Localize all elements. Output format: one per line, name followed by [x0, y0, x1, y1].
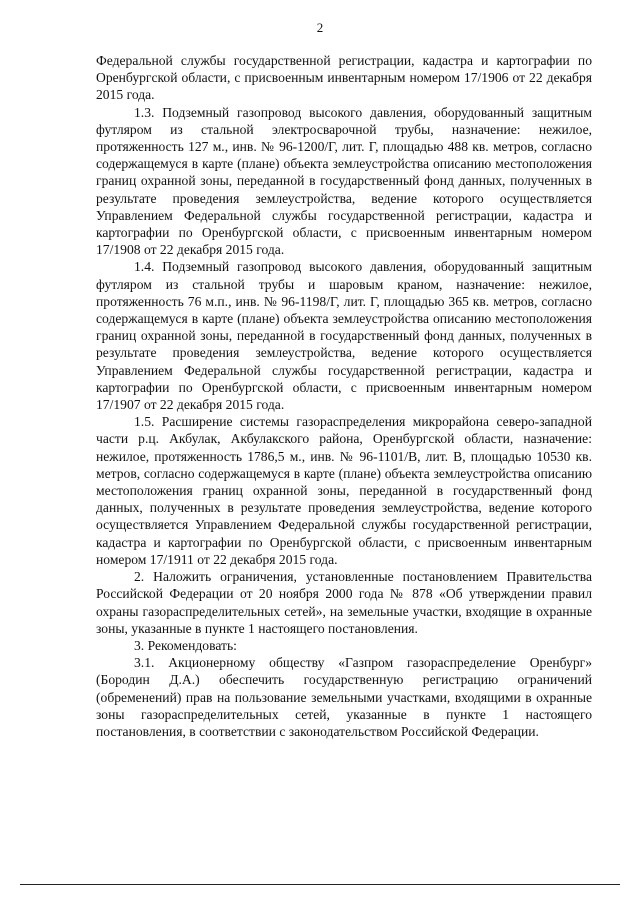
page-number: 2 [316, 20, 324, 35]
paragraph-2: 2. Наложить ограничения, установленные постановлением Правительства Российской Федерации от 20 ноября 2000 года № 878 «Об утверждении правил охраны газораспределительных сетей», на земельные участки, входящие в охранные зоны, указанные в пункте 1 настоящего постановления. [96, 569, 592, 636]
paragraph-1-3: 1.3. Подземный газопровод высокого давления, оборудованный защитным футляром из стальной электросварочной трубы, назначение: нежилое, протяженность 127 м., инв. № 96-1200/Г, лит. Г, площадью 488 кв. метров, согласно содержащемуся в карте (плане) объекта землеустройства описанию местоположения границ охранной зоны, переданной в государственный фонд данных, полученных в результате проведения землеустройства, ведение которого осуществляется Управлением Федеральной службы государственной регистрации, кадастра и картографии по Оренбургской области, с присвоенным инвентарным номером 17/1908 от 22 декабря 2015 года. [96, 104, 592, 258]
paragraph-3: 3. Рекомендовать: [134, 637, 237, 653]
document-body [96, 52, 592, 740]
paragraph-continuation: Федеральной службы государственной регистрации, кадастра и картографии по Оренбургской области, с присвоенным инвентарным номером 17/1906 от 22 декабря 2015 года. [96, 53, 592, 103]
paragraph-3-1: 3.1. Акционерному обществу «Газпром газораспределение Оренбург» (Бородин Д.А.) обеспечить государственную регистрацию ограничений (обременений) прав на пользование земельными участками, входящими в охранные зоны газораспределительных сетей, указанные в пункте 1 настоящего постановления, в соответствии с законодательством Российской Федерации. [96, 655, 592, 739]
paragraph-1-5: 1.5. Расширение системы газораспределения микрорайона северо-западной части р.ц. Акбулак, Акбулакского района, Оренбургской области, назначение: нежилое, протяженность 1786,5 м., инв. № 96-1101/В, лит. В, площадью 10530 кв. метров, согласно содержащемуся в карте (плане) объекта землеустройства описанию местоположения границ охранной зоны, переданной в государственный фонд данных, полученных в результате проведения землеустройства, ведение которого осуществляется Управлением Федеральной службы государственной регистрации, кадастра и картографии по Оренбургской области, с присвоенным инвентарным номером 17/1911 от 22 декабря 2015 года. [96, 414, 592, 567]
paragraph-1-4: 1.4. Подземный газопровод высокого давления, оборудованный защитным футляром из стальной трубы и шаровым краном, назначение: нежилое, протяженность 76 м.п., инв. № 96-1198/Г, лит. Г, площадью 365 кв. метров, согласно содержащемуся в карте (плане) объекта землеустройства описанию местоположения границ охранной зоны, переданной в государственный фонд данных, полученных в результате проведения землеустройства, ведение которого осуществляется Управлением Федеральной службы государственной регистрации, кадастра и картографии по Оренбургской области, с присвоенным инвентарным номером 17/1907 от 22 декабря 2015 года. [96, 259, 592, 413]
bottom-rule [20, 884, 620, 885]
